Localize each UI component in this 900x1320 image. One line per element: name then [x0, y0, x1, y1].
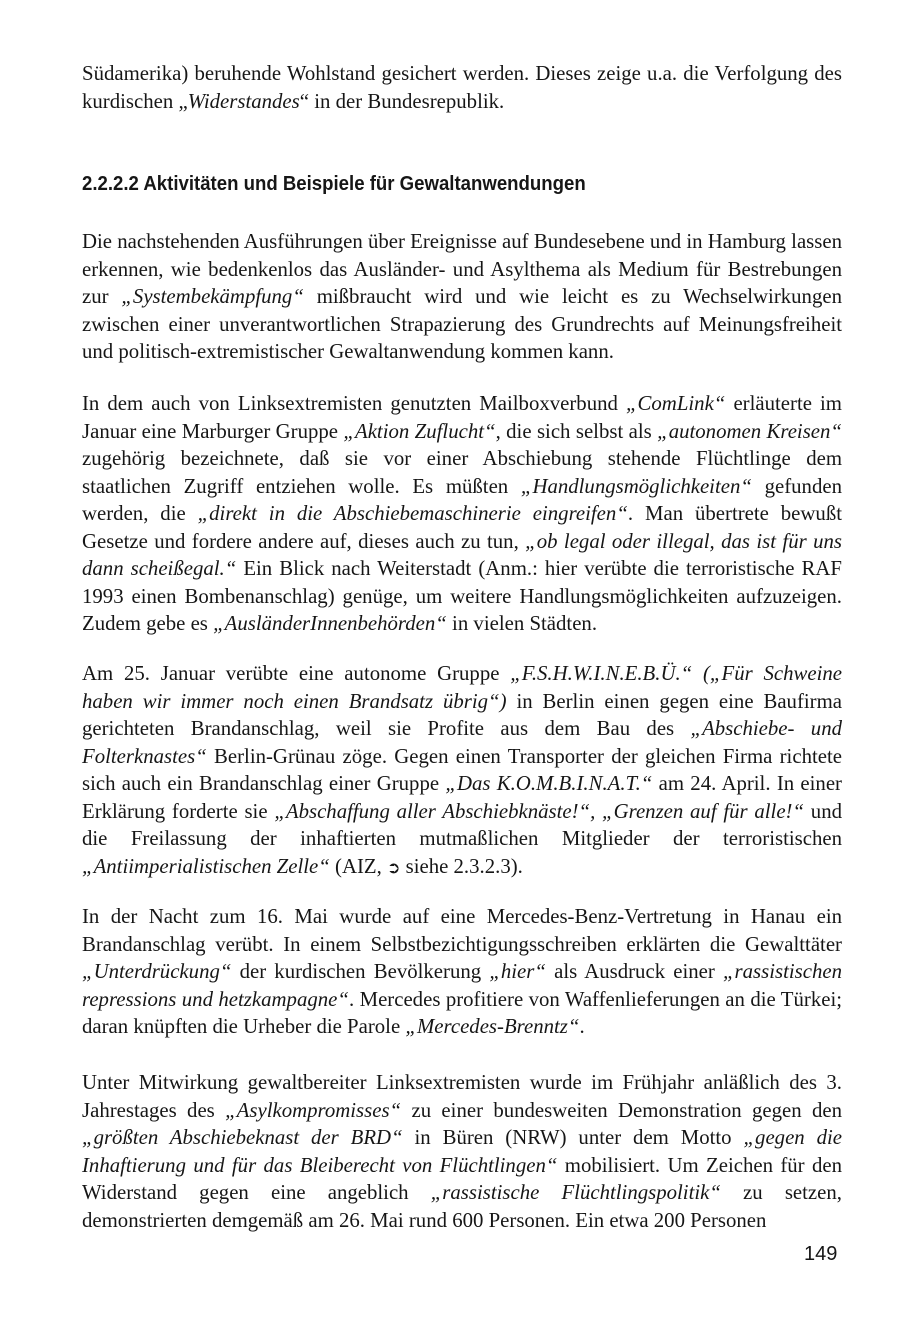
paragraph-5: Unter Mitwirkung gewaltbereiter Linksextremisten wurde im Frühjahr anläßlich des 3. Jahrestages des „Asylkompromisses“ zu einer bundesweiten Demonstration gegen den „größten Abschiebeknast der BRD“ in Büren (NRW) unter dem Motto „gegen die Inhaftierung und für das Bleiberecht von Flüchtlingen“ mobilisiert. Um Zeichen für den Widerstand gegen eine angeblich „rassistische Flüchtlingspolitik“ zu setzen, demonstrierten demgemäß am 26. Mai rund 600 Personen. Ein etwa 200 Personen: [82, 1071, 843, 1232]
paragraph-2: In dem auch von Linksextremisten genutzten Mailboxverbund „ComLink“ erläuterte im Januar eine Marburger Gruppe „Aktion Zuflucht“, die sich selbst als „autonomen Kreisen“ zugehörig bezeichnete, daß sie vor einer Abschiebung stehende Flüchtlinge dem staatlichen Zugriff entziehen wolle. Es müßten „Handlungsmöglichkeiten“ gefunden werden, die „direkt in die Abschiebemaschinerie eingreifen“. Man übertrete bewußt Gesetze und fordere andere auf, dieses auch zu tun, „ob legal oder illegal, das ist für uns dann scheißegal.“ Ein Blick nach Weiterstadt (Anm.: hier verübte die terroristische RAF 1993 einen Bombenanschlag) genüge, um weitere Handlungsmöglichkeiten aufzuzeigen. Zudem gebe es „AusländerInnenbehörden“ in vielen Städten.: [82, 392, 842, 635]
paragraph-intro-continued: Südamerika) beruhende Wohlstand gesichert werden. Dieses zeige u.a. die Verfolgung des kurdischen „Widerstandes“ in der Bundesrepublik.: [82, 62, 842, 113]
paragraph-3: Am 25. Januar verübte eine autonome Gruppe „F.S.H.W.I.N.E.B.Ü.“ („Für Schweine haben wir immer noch einen Brandsatz übrig“) in Berlin einen gegen eine Baufirma gerichteten Brandanschlag, weil sie Profite aus dem Bau des „Abschiebe- und Folterknastes“ Berlin-Grünau zöge. Gegen einen Transporter der gleichen Firma richtete sich auch ein Brandanschlag einer Gruppe „Das K.O.M.B.I.N.A.T.“ am 24. April. In einer Erklärung forderte sie „Abschaffung aller Abschiebknäste!“, „Grenzen auf für alle!“ und die Freilassung der inhaftierten mutmaßlichen Mitglieder der terroristischen „Antiimperialistischen Zelle“ (AIZ, ➲ siehe 2.3.2.3).: [82, 662, 842, 878]
page-number: 149: [804, 1243, 838, 1265]
paragraph-4: In der Nacht zum 16. Mai wurde auf eine Mercedes-Benz-Vertretung in Hanau ein Brandanschlag verübt. In einem Selbstbezichtigungsschreiben erklärten die Gewalttäter „Unterdrückung“ der kurdischen Bevölkerung „hier“ als Ausdruck einer „rassistischen repressions und hetzkampagne“. Mercedes profitiere von Waffenlieferungen an die Türkei; daran knüpften die Urheber die Parole „Mercedes-Brenntz“.: [82, 905, 842, 1038]
section-heading: 2.2.2.2 Aktivitäten und Beispiele für Gewaltanwendungen: [82, 173, 586, 195]
arrow-right-icon: ➲: [387, 857, 401, 877]
paragraph-1: Die nachstehenden Ausführungen über Ereignisse auf Bundesebene und in Hamburg lassen erkennen, wie bedenkenlos das Ausländer- und Asylthema als Medium für Bestrebungen zur „Systembekämpfung“ mißbraucht wird und wie leicht es zu Wechselwirkungen zwischen einer unverantwortlichen Strapazierung des Grundrechts auf Meinungsfreiheit und politisch-extremistischer Gewaltanwendung kommen kann.: [82, 230, 842, 363]
